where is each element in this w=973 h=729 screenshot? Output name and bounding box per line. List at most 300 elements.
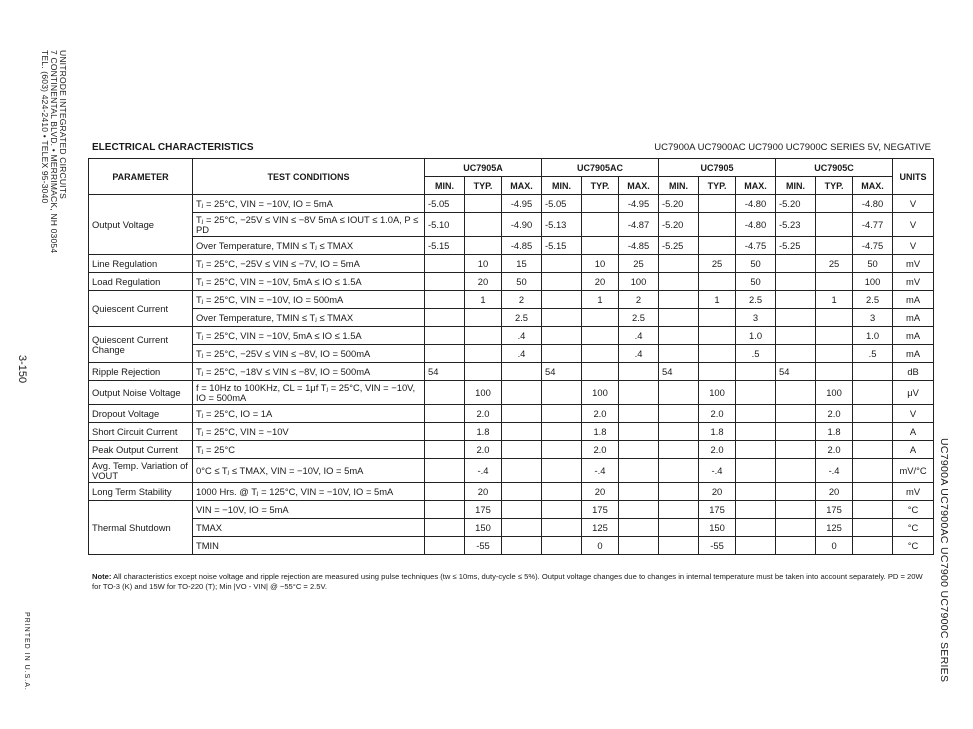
value-cell — [582, 213, 619, 237]
condition-cell: Over Temperature, TMIN ≤ Tⱼ ≤ TMAX — [193, 309, 425, 327]
value-cell: -4.85 — [619, 237, 659, 255]
company-address — [40, 50, 67, 253]
value-cell: 10 — [582, 255, 619, 273]
value-cell — [502, 381, 542, 405]
value-cell: 2.5 — [736, 291, 776, 309]
table-row — [89, 309, 934, 327]
value-cell — [853, 405, 893, 423]
value-cell — [619, 483, 659, 501]
header-min: MIN. — [425, 177, 465, 195]
value-cell: 100 — [853, 273, 893, 291]
value-cell — [776, 345, 816, 363]
value-cell — [816, 345, 853, 363]
value-cell — [425, 291, 465, 309]
value-cell — [736, 441, 776, 459]
value-cell — [425, 519, 465, 537]
table-row — [89, 273, 934, 291]
value-cell: 2.0 — [699, 441, 736, 459]
header-max: MAX. — [619, 177, 659, 195]
table-row — [89, 519, 934, 537]
parameter-cell: Load Regulation — [89, 273, 193, 291]
value-cell — [502, 501, 542, 519]
company-street: 7 CONTINENTAL BLVD. • MERRIMACK, NH 03054 — [49, 50, 59, 254]
value-cell — [542, 519, 582, 537]
value-cell — [425, 423, 465, 441]
value-cell: 2 — [619, 291, 659, 309]
unit-cell: mA — [893, 309, 934, 327]
value-cell — [776, 327, 816, 345]
value-cell: -5.23 — [776, 213, 816, 237]
printed-notice: PRINTED IN U.S.A. — [23, 612, 30, 691]
value-cell — [736, 537, 776, 555]
unit-cell: V — [893, 195, 934, 213]
value-cell — [736, 381, 776, 405]
value-cell: .4 — [619, 345, 659, 363]
unit-cell: V — [893, 237, 934, 255]
value-cell — [542, 483, 582, 501]
table-row — [89, 363, 934, 381]
value-cell — [776, 309, 816, 327]
value-cell — [776, 459, 816, 483]
value-cell — [542, 345, 582, 363]
value-cell — [582, 363, 619, 381]
value-cell — [816, 195, 853, 213]
value-cell: 25 — [699, 255, 736, 273]
table-row — [89, 255, 934, 273]
value-cell — [776, 537, 816, 555]
value-cell: 25 — [619, 255, 659, 273]
value-cell — [699, 273, 736, 291]
header-device: UC7905 — [659, 159, 776, 177]
unit-cell: °C — [893, 501, 934, 519]
value-cell: -5.15 — [542, 237, 582, 255]
value-cell: 1.8 — [816, 423, 853, 441]
page-number: 3-150 — [16, 355, 28, 384]
unit-cell: V — [893, 213, 934, 237]
value-cell: .4 — [502, 327, 542, 345]
value-cell: 1.8 — [465, 423, 502, 441]
value-cell — [465, 237, 502, 255]
condition-cell: Tⱼ = 25°C, VIN = −10V, IO = 5mA — [193, 195, 425, 213]
condition-cell: Tⱼ = 25°C, −25V ≤ VIN ≤ −8V 5mA ≤ IOUT ≤ 1.0A, P ≤ PD — [193, 213, 425, 237]
value-cell — [659, 501, 699, 519]
value-cell — [425, 405, 465, 423]
unit-cell: mA — [893, 345, 934, 363]
condition-cell: f = 10Hz to 100KHz, CL = 1μf Tⱼ = 25°C, VIN = −10V, IO = 500mA — [193, 381, 425, 405]
value-cell: -4.75 — [853, 237, 893, 255]
value-cell — [736, 405, 776, 423]
value-cell — [582, 195, 619, 213]
value-cell: -5.13 — [542, 213, 582, 237]
value-cell: 1.0 — [736, 327, 776, 345]
condition-cell: Tⱼ = 25°C, −25V ≤ VIN ≤ −7V, IO = 5mA — [193, 255, 425, 273]
value-cell: 20 — [465, 483, 502, 501]
value-cell — [776, 291, 816, 309]
value-cell — [619, 519, 659, 537]
parameter-cell: Output Voltage — [89, 195, 193, 255]
parameter-cell: Peak Output Current — [89, 441, 193, 459]
value-cell — [853, 441, 893, 459]
parameter-cell: Thermal Shutdown — [89, 501, 193, 555]
value-cell: 1.8 — [699, 423, 736, 441]
value-cell — [776, 519, 816, 537]
value-cell: 50 — [502, 273, 542, 291]
value-cell: .5 — [736, 345, 776, 363]
value-cell: -5.25 — [659, 237, 699, 255]
condition-cell: Tⱼ = 25°C, VIN = −10V, IO = 500mA — [193, 291, 425, 309]
value-cell — [542, 273, 582, 291]
value-cell: 175 — [699, 501, 736, 519]
table-row — [89, 291, 934, 309]
value-cell: -4.95 — [619, 195, 659, 213]
unit-cell: °C — [893, 537, 934, 555]
value-cell: 2.0 — [816, 441, 853, 459]
value-cell — [502, 459, 542, 483]
value-cell: 125 — [816, 519, 853, 537]
series-title: UC7900A UC7900AC UC7900 UC7900C SERIES 5V, NEGATIVE — [654, 142, 931, 153]
value-cell: -4.80 — [736, 195, 776, 213]
parameter-cell: Ripple Rejection — [89, 363, 193, 381]
value-cell: 20 — [699, 483, 736, 501]
value-cell — [582, 309, 619, 327]
section-title: ELECTRICAL CHARACTERISTICS — [92, 142, 254, 153]
value-cell: -4.75 — [736, 237, 776, 255]
value-cell — [582, 345, 619, 363]
condition-cell: Tⱼ = 25°C, VIN = −10V — [193, 423, 425, 441]
value-cell — [425, 381, 465, 405]
unit-cell: dB — [893, 363, 934, 381]
header-typ: TYP. — [582, 177, 619, 195]
value-cell: -.4 — [816, 459, 853, 483]
value-cell — [502, 405, 542, 423]
value-cell — [542, 381, 582, 405]
value-cell — [853, 363, 893, 381]
value-cell — [699, 213, 736, 237]
value-cell — [776, 501, 816, 519]
value-cell — [425, 537, 465, 555]
header-device: UC7905AC — [542, 159, 659, 177]
value-cell: -4.95 — [502, 195, 542, 213]
value-cell: 175 — [816, 501, 853, 519]
value-cell — [619, 405, 659, 423]
value-cell — [659, 381, 699, 405]
company-name: UNITRODE INTEGRATED CIRCUITS — [58, 50, 68, 200]
value-cell: -5.10 — [425, 213, 465, 237]
value-cell — [659, 255, 699, 273]
unit-cell: mV/°C — [893, 459, 934, 483]
value-cell — [425, 459, 465, 483]
condition-cell: TMAX — [193, 519, 425, 537]
value-cell — [619, 537, 659, 555]
value-cell: 1.0 — [853, 327, 893, 345]
electrical-characteristics-table — [88, 158, 934, 555]
value-cell: 2.0 — [582, 441, 619, 459]
value-cell: -4.80 — [853, 195, 893, 213]
value-cell — [659, 459, 699, 483]
value-cell: -4.90 — [502, 213, 542, 237]
value-cell — [816, 237, 853, 255]
value-cell: 2.0 — [816, 405, 853, 423]
note-label: Note: — [92, 572, 112, 581]
value-cell — [425, 345, 465, 363]
value-cell — [465, 345, 502, 363]
note-text: All characteristics except noise voltage and ripple rejection are measured using pulse techniques (tw ≤ 10ms, duty-cycle ≤ 5%). Output voltage changes due to changes in internal temperature must be taken into account separately. PD = 20W for TO-3 (K) and 15W for TO-220 (T); Min |VO - VIN| @ −55°C = 2.5V. — [92, 572, 923, 591]
value-cell — [659, 309, 699, 327]
condition-cell: Over Temperature, TMIN ≤ Tⱼ ≤ TMAX — [193, 237, 425, 255]
header-typ: TYP. — [699, 177, 736, 195]
value-cell — [816, 327, 853, 345]
value-cell: 50 — [853, 255, 893, 273]
value-cell — [502, 519, 542, 537]
unit-cell: mA — [893, 327, 934, 345]
value-cell: -.4 — [699, 459, 736, 483]
value-cell: -.4 — [582, 459, 619, 483]
value-cell — [542, 423, 582, 441]
value-cell — [582, 327, 619, 345]
value-cell: -55 — [465, 537, 502, 555]
value-cell: 2.0 — [465, 405, 502, 423]
value-cell — [776, 273, 816, 291]
header-min: MIN. — [659, 177, 699, 195]
header-typ: TYP. — [816, 177, 853, 195]
value-cell — [542, 327, 582, 345]
table-row — [89, 483, 934, 501]
value-cell: -4.77 — [853, 213, 893, 237]
value-cell — [619, 363, 659, 381]
header-device: UC7905A — [425, 159, 542, 177]
value-cell — [425, 501, 465, 519]
value-cell: -55 — [699, 537, 736, 555]
value-cell: 2.0 — [699, 405, 736, 423]
value-cell: 175 — [465, 501, 502, 519]
value-cell — [776, 441, 816, 459]
header-max: MAX. — [853, 177, 893, 195]
value-cell: 100 — [465, 381, 502, 405]
value-cell: -4.80 — [736, 213, 776, 237]
value-cell — [542, 309, 582, 327]
value-cell — [699, 327, 736, 345]
value-cell — [542, 405, 582, 423]
header-min: MIN. — [776, 177, 816, 195]
condition-cell: TMIN — [193, 537, 425, 555]
value-cell: -.4 — [465, 459, 502, 483]
value-cell — [425, 483, 465, 501]
value-cell — [502, 423, 542, 441]
value-cell: -5.05 — [542, 195, 582, 213]
value-cell: 100 — [582, 381, 619, 405]
value-cell: 54 — [659, 363, 699, 381]
value-cell: 1.8 — [582, 423, 619, 441]
value-cell — [502, 483, 542, 501]
value-cell — [542, 255, 582, 273]
value-cell: 0 — [582, 537, 619, 555]
value-cell — [699, 237, 736, 255]
value-cell — [619, 423, 659, 441]
unit-cell: °C — [893, 519, 934, 537]
value-cell: -5.20 — [776, 195, 816, 213]
value-cell — [736, 459, 776, 483]
value-cell — [465, 327, 502, 345]
value-cell — [853, 423, 893, 441]
parameter-cell: Long Term Stability — [89, 483, 193, 501]
value-cell: 1 — [816, 291, 853, 309]
value-cell — [542, 291, 582, 309]
value-cell — [619, 459, 659, 483]
value-cell — [425, 327, 465, 345]
value-cell — [542, 537, 582, 555]
value-cell — [699, 345, 736, 363]
condition-cell: VIN = −10V, IO = 5mA — [193, 501, 425, 519]
value-cell: 54 — [776, 363, 816, 381]
header-units: UNITS — [893, 159, 934, 195]
value-cell: 1 — [582, 291, 619, 309]
value-cell: 20 — [582, 273, 619, 291]
value-cell: 150 — [699, 519, 736, 537]
value-cell — [736, 363, 776, 381]
parameter-cell: Line Regulation — [89, 255, 193, 273]
value-cell — [425, 441, 465, 459]
company-phone: TEL. (603) 424-2410 • TELEX 95-3040 — [40, 50, 50, 204]
condition-cell: 1000 Hrs. @ Tⱼ = 125°C, VIN = −10V, IO = 5mA — [193, 483, 425, 501]
parameter-cell: Quiescent Current Change — [89, 327, 193, 363]
table-row — [89, 195, 934, 213]
table-row — [89, 501, 934, 519]
value-cell: 100 — [699, 381, 736, 405]
value-cell — [619, 441, 659, 459]
value-cell — [542, 501, 582, 519]
table-row — [89, 327, 934, 345]
value-cell: 3 — [736, 309, 776, 327]
header-min: MIN. — [542, 177, 582, 195]
side-series-title: UC7900A UC7900AC UC7900 UC7900C SERIES — [938, 438, 950, 683]
header-device: UC7905C — [776, 159, 893, 177]
table-row — [89, 423, 934, 441]
value-cell — [816, 363, 853, 381]
value-cell: 20 — [465, 273, 502, 291]
value-cell: 50 — [736, 255, 776, 273]
value-cell: -4.85 — [502, 237, 542, 255]
table-row — [89, 381, 934, 405]
value-cell: 175 — [582, 501, 619, 519]
value-cell — [816, 273, 853, 291]
header-parameter: PARAMETER — [89, 159, 193, 195]
value-cell: -4.87 — [619, 213, 659, 237]
value-cell — [659, 537, 699, 555]
table-row — [89, 405, 934, 423]
unit-cell: μV — [893, 381, 934, 405]
parameter-cell: Dropout Voltage — [89, 405, 193, 423]
value-cell — [502, 363, 542, 381]
value-cell — [659, 405, 699, 423]
unit-cell: mA — [893, 291, 934, 309]
value-cell — [465, 213, 502, 237]
value-cell — [465, 195, 502, 213]
header-conditions: TEST CONDITIONS — [193, 159, 425, 195]
parameter-cell: Output Noise Voltage — [89, 381, 193, 405]
condition-cell: Tⱼ = 25°C, −25V ≤ VIN ≤ −8V, IO = 500mA — [193, 345, 425, 363]
value-cell — [853, 519, 893, 537]
value-cell: 3 — [853, 309, 893, 327]
value-cell: 10 — [465, 255, 502, 273]
value-cell — [736, 519, 776, 537]
unit-cell: A — [893, 441, 934, 459]
value-cell — [619, 501, 659, 519]
value-cell — [425, 309, 465, 327]
value-cell — [542, 441, 582, 459]
footnote — [92, 572, 932, 591]
value-cell: 2.0 — [465, 441, 502, 459]
value-cell — [776, 255, 816, 273]
header-typ: TYP. — [465, 177, 502, 195]
condition-cell: Tⱼ = 25°C, IO = 1A — [193, 405, 425, 423]
value-cell: 50 — [736, 273, 776, 291]
value-cell: .4 — [502, 345, 542, 363]
value-cell: 150 — [465, 519, 502, 537]
table-row — [89, 441, 934, 459]
value-cell: 1 — [699, 291, 736, 309]
value-cell — [659, 423, 699, 441]
value-cell — [502, 441, 542, 459]
value-cell — [776, 423, 816, 441]
table-row — [89, 345, 934, 363]
value-cell — [502, 537, 542, 555]
value-cell: 2.5 — [502, 309, 542, 327]
value-cell — [699, 309, 736, 327]
value-cell — [816, 309, 853, 327]
value-cell — [853, 459, 893, 483]
value-cell — [699, 363, 736, 381]
parameter-cell: Quiescent Current — [89, 291, 193, 327]
value-cell — [619, 381, 659, 405]
value-cell: 20 — [816, 483, 853, 501]
value-cell — [736, 423, 776, 441]
value-cell: 20 — [582, 483, 619, 501]
value-cell: -5.20 — [659, 213, 699, 237]
value-cell: 15 — [502, 255, 542, 273]
parameter-cell: Short Circuit Current — [89, 423, 193, 441]
value-cell: -5.20 — [659, 195, 699, 213]
unit-cell: mV — [893, 255, 934, 273]
value-cell — [736, 501, 776, 519]
value-cell — [659, 345, 699, 363]
value-cell — [853, 537, 893, 555]
table-row — [89, 213, 934, 237]
value-cell: .4 — [619, 327, 659, 345]
value-cell: 100 — [816, 381, 853, 405]
unit-cell: mV — [893, 483, 934, 501]
value-cell: 1 — [465, 291, 502, 309]
table-row — [89, 459, 934, 483]
table-row — [89, 237, 934, 255]
value-cell — [425, 255, 465, 273]
value-cell — [853, 501, 893, 519]
value-cell — [542, 459, 582, 483]
value-cell — [659, 291, 699, 309]
value-cell: 25 — [816, 255, 853, 273]
value-cell — [659, 519, 699, 537]
value-cell — [853, 483, 893, 501]
value-cell — [425, 273, 465, 291]
value-cell — [659, 273, 699, 291]
condition-cell: Tⱼ = 25°C — [193, 441, 425, 459]
value-cell — [853, 381, 893, 405]
value-cell — [776, 381, 816, 405]
unit-cell: V — [893, 405, 934, 423]
value-cell — [582, 237, 619, 255]
value-cell: 2.0 — [582, 405, 619, 423]
unit-cell: A — [893, 423, 934, 441]
value-cell: -5.15 — [425, 237, 465, 255]
